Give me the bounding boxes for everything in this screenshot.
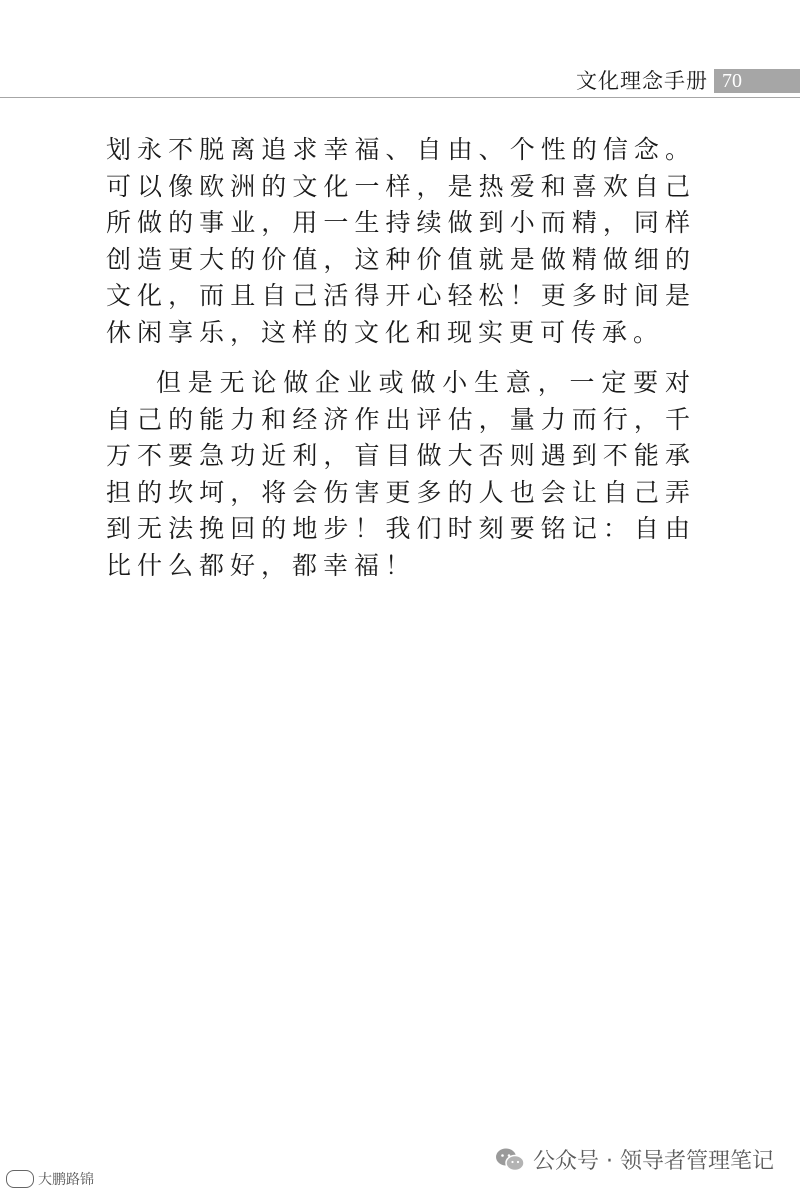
left-watermark: [6, 1169, 94, 1189]
page-number: 70: [714, 69, 800, 93]
right-watermark-text: 公众号 · 领导者管理笔记: [533, 1149, 774, 1174]
header-rule: [0, 97, 800, 98]
paragraph-2: 但是无论做企业或做小生意，一定要对自己的能力和经济作出评估，量力而行，千万不要急功近利，盲目做大否则遇到不能承担的坎坷，将会伤害更多的人也会让自己弄到无法挽回的地步！我们时刻要铭记：自由比什么都好，都幸福！: [106, 368, 696, 580]
body-text: [106, 132, 696, 598]
chapter-title: 文化理念手册: [576, 69, 708, 93]
wechat-icon: [495, 1147, 525, 1173]
right-watermark: [495, 1144, 774, 1175]
page-header: [0, 64, 800, 98]
paragraph-1: 划永不脱离追求幸福、自由、个性的信念。可以像欧洲的文化一样，是热爱和喜欢自己所做的事业，用一生持续做到小而精，同样创造更大的价值，这种价值就是做精做细的文化，而且自己活得开心轻松！更多时间是休闲享乐，这样的文化和现实更可传承。: [106, 135, 696, 347]
left-watermark-text: 大鹏路锦: [38, 1172, 94, 1188]
watermark-logo-icon: [6, 1170, 34, 1188]
